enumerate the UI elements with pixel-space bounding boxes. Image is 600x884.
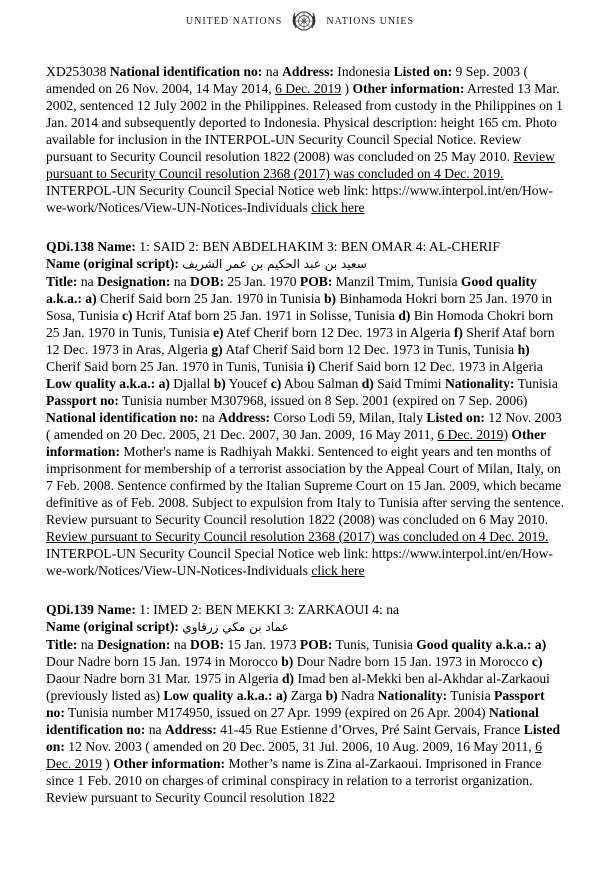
listed-end: )	[341, 81, 353, 96]
pob-label: POB:	[299, 274, 333, 289]
title-label: Title:	[46, 274, 78, 289]
pob-label: POB:	[299, 637, 333, 652]
name-value: 1: IMED 2: BEN MEKKI 3: ZARKAOUI 4: na	[135, 602, 400, 617]
aka-value: Dour Nadre born 15 Jan. 1974 in Morocco	[46, 654, 282, 669]
address-label: Address:	[282, 64, 334, 79]
nid-label: National identification no:	[109, 64, 263, 79]
aka-value: Imad ben al-Mekki ben al-Akhdar al-Zarkaoui (previously listed as)	[46, 671, 550, 703]
amended-date: 6 Dec. 2019	[437, 427, 504, 442]
nid-label: National identification no:	[46, 410, 199, 425]
other-info-value: Mother’s name is Zina al-Zarkaoui. Imprisoned in France since 1 Feb. 2010 on charges of criminal conspiracy in relation to a terrorist organization. Review pursuant to Security Council resolution 1822	[46, 756, 542, 805]
aka-value: Cherif Said born 25 Jan. 1970 in Tunisia	[96, 291, 324, 306]
click-here-link[interactable]: click here	[311, 200, 365, 215]
aka-value: Djallal	[169, 376, 214, 391]
aka-value: Bin Homoda Chokri born 25 Jan. 1970 in Tunis, Tunisia	[46, 308, 554, 340]
address-value: 41-45 Rue Estienne d’Orves, Pré Saint Gervais, France	[216, 722, 524, 737]
address-value: Indonesia	[333, 64, 394, 79]
aka-marker: b)	[325, 688, 338, 703]
aka-value: Sherif Ataf born 12 Dec. 1973 in Aras, Algeria	[46, 325, 555, 357]
aka-marker: a)	[158, 376, 170, 391]
listed-end: )	[101, 756, 114, 771]
aka-value: Nadra	[337, 688, 378, 703]
listed-label: Listed on:	[426, 410, 485, 425]
nationality-label: Nationality:	[377, 688, 448, 703]
aka-marker: c)	[121, 308, 133, 323]
document-body	[46, 63, 566, 828]
other-info-value: Mother's name is Radhiyah Makki. Sentenced to eight years and ten months of imprisonment for membership of a terrorist association by the Appeal Court of Milan, Italy, on 7 Feb. 2008. Sentence confirmed by the Italian Supreme Court on 15 Jan. 2009, which became definitive as of Feb. 2008. Subject to expulsion from Italy to Tunisia after serving the sentence. Review pursuant to Security Council resolution 1822 (2008) was concluded on 6 May 2010.	[46, 444, 564, 527]
weblink-text: INTERPOL-UN Security Council Special Notice web link: https://www.interpol.int/en/How-we-work/Notices/View-UN-Notices-Individuals	[46, 183, 553, 215]
designation-value: na	[170, 637, 191, 652]
aka-marker: d)	[398, 308, 411, 323]
page-header	[0, 4, 600, 38]
aka-value: Youcef	[225, 376, 271, 391]
other-info-value: Arrested 13 Mar. 2002, sentenced 12 July 2002 in the Philippines. Released from custody in the Philippines on 1 Jan. 2014 and subsequently deported to Indonesia. Physical description: height 165 cm. Photo available for inclusion in the INTERPOL-UN Security Council Special Notice. Review pursuant to Security Council resolution 1822 (2008) was concluded on 25 May 2010.	[46, 81, 563, 164]
aka-value: Said Tmimi	[373, 376, 445, 391]
aka-marker: b)	[281, 654, 294, 669]
header-left-text: UNITED NATIONS	[185, 15, 283, 27]
title-label: Title:	[46, 637, 78, 652]
entry-id: QDi.138	[46, 239, 94, 254]
dob-label: DOB:	[190, 274, 224, 289]
aka-marker: b)	[323, 291, 337, 306]
nid-value: na	[262, 64, 283, 79]
listed-label: Listed on:	[393, 64, 453, 79]
amended-date: 6 Dec. 2019	[46, 739, 542, 771]
header-right-text: NATIONS UNIES	[326, 15, 415, 27]
nid-label: National identification no:	[46, 705, 539, 737]
click-here-link[interactable]: click here	[311, 563, 365, 578]
name-label: Name:	[93, 602, 136, 617]
passport-value: Tunisia number M174950, issued on 27 Apr. 1999 (expired on 26 Apr. 2004)	[64, 705, 489, 720]
low-quality-aka-label: Low quality a.k.a.:	[163, 688, 273, 703]
entry-qdi-139	[46, 601, 566, 806]
aka-value: Cherif Said born 12 Dec. 1973 in Algeria	[315, 359, 543, 374]
entry-id-fragment: XD253038	[46, 64, 110, 79]
other-info-label: Other information:	[352, 81, 465, 96]
passport-label: Passport no:	[46, 393, 119, 408]
dob-label: DOB:	[190, 637, 224, 652]
dob-value: 15 Jan. 1973	[224, 637, 300, 652]
review-note: Review pursuant to Security Council resolution 2368 (2017) was concluded on 4 Dec. 2019.	[46, 529, 549, 544]
aka-marker: c)	[531, 654, 543, 669]
listed-value: 9 Sep. 2003 ( amended on 26 Nov. 2004, 14 May 2014,	[46, 64, 529, 96]
other-info-label: Other information:	[46, 427, 546, 459]
nid-value: na	[145, 722, 165, 737]
pob-value: Manzil Tmim, Tunisia	[332, 274, 461, 289]
listed-label: Listed on:	[46, 722, 561, 754]
designation-value: na	[170, 274, 191, 289]
review-note: Review pursuant to Security Council resolution 2368 (2017) was concluded on 4 Dec. 2019.	[46, 149, 555, 181]
original-script-label: Name (original script):	[46, 256, 179, 271]
nid-value: na	[198, 410, 219, 425]
aka-value: Atef Cherif born 12 Dec. 1973 in Algeria	[223, 325, 454, 340]
passport-value: Tunisia number M307968, issued on 8 Sep. 2001 (expired on 7 Sep. 2006)	[118, 393, 528, 408]
aka-value: Zarga	[287, 688, 326, 703]
low-quality-aka-label: Low quality a.k.a.:	[46, 376, 156, 391]
aka-marker: i)	[306, 359, 316, 374]
entry-qdi-138	[46, 238, 566, 579]
listed-value: 12 Nov. 2003 ( amended on 20 Dec. 2005, 21 Dec. 2007, 30 Jan. 2009, 16 May 2011,	[46, 410, 562, 442]
un-emblem-icon	[290, 7, 318, 35]
aka-marker: c)	[270, 376, 282, 391]
original-script-value: سعيد بن عبد الحكيم بن عمر الشريف	[182, 257, 367, 271]
title-value: na	[77, 637, 98, 652]
aka-marker: a)	[85, 291, 97, 306]
aka-marker: g)	[211, 342, 223, 357]
listed-value: 12 Nov. 2003 ( amended on 20 Dec. 2005, 31 Jul. 2006, 10 Aug. 2009, 16 May 2011,	[64, 739, 536, 754]
aka-value: Cherif Said born 25 Jan. 1970 in Tunis, Tunisia	[46, 359, 307, 374]
pob-value: Tunis, Tunisia	[332, 637, 417, 652]
good-quality-aka-label: Good quality a.k.a.:	[416, 637, 532, 652]
aka-marker: a)	[534, 637, 547, 652]
listed-end: )	[503, 427, 512, 442]
aka-marker: d)	[281, 671, 295, 686]
aka-marker: e)	[212, 325, 224, 340]
address-value: Corso Lodi 59, Milan, Italy	[270, 410, 427, 425]
aka-value: Binhamoda Hokri born 25 Jan. 1970 in Sosa, Tunisia	[46, 291, 553, 323]
aka-value: Abou Salman	[281, 376, 362, 391]
nationality-value: Tunisia	[514, 376, 558, 391]
entry-id: QDi.139	[46, 602, 94, 617]
weblink-text: INTERPOL-UN Security Council Special Notice web link: https://www.interpol.int/en/How-we-work/Notices/View-UN-Notices-Individuals	[46, 546, 553, 578]
good-quality-aka-label: Good quality a.k.a.:	[46, 274, 537, 306]
designation-label: Designation:	[97, 637, 171, 652]
amended-date: 6 Dec. 2019	[275, 81, 342, 96]
passport-label: Passport no:	[46, 688, 545, 720]
original-script-value: عماد بن مكي زرقاوي	[182, 620, 289, 634]
nationality-value: Tunisia	[447, 688, 495, 703]
designation-label: Designation:	[97, 274, 171, 289]
aka-marker: f)	[453, 325, 463, 340]
address-label: Address:	[164, 722, 217, 737]
dob-value: 25 Jan. 1970	[224, 274, 300, 289]
aka-value: Dour Nadre born 15 Jan. 1973 in Morocco	[293, 654, 532, 669]
name-label: Name:	[93, 239, 136, 254]
aka-marker: h)	[517, 342, 530, 357]
aka-marker: b)	[213, 376, 226, 391]
other-info-label: Other information:	[113, 756, 226, 771]
aka-value: Daour Nadre born 31 Mar. 1975 in Algeria	[46, 671, 282, 686]
aka-marker: a)	[275, 688, 288, 703]
entry-xd253038	[46, 63, 566, 216]
aka-marker: d)	[361, 376, 374, 391]
title-value: na	[77, 274, 98, 289]
aka-value: Ataf Cherif Said born 12 Dec. 1973 in Tunis, Tunisia	[222, 342, 518, 357]
aka-value: Hcrif Ataf born 25 Jan. 1971 in Solisse, Tunisia	[132, 308, 399, 323]
nationality-label: Nationality:	[444, 376, 515, 391]
name-value: 1: SAID 2: BEN ABDELHAKIM 3: BEN OMAR 4: AL-CHERIF	[135, 239, 500, 254]
address-label: Address:	[218, 410, 271, 425]
original-script-label: Name (original script):	[46, 619, 179, 634]
